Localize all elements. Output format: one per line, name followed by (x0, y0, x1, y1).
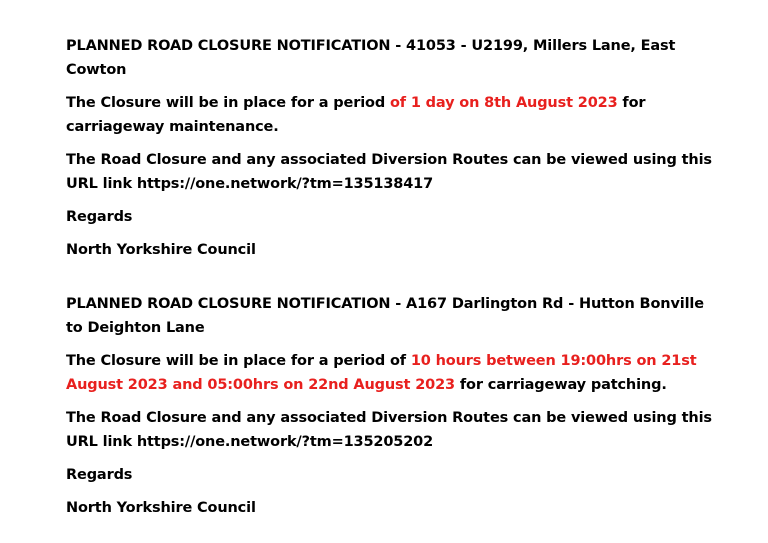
period-suffix: for carriageway maintenance. (66, 95, 646, 135)
regards: Regards (66, 467, 133, 483)
notice-1 (66, 34, 716, 262)
signature: North Yorkshire Council (66, 500, 256, 516)
period-highlight: of 1 day on 8th August 2023 (389, 95, 618, 111)
period-prefix: The Closure will be in place for a period of (66, 353, 411, 369)
period-highlight: 10 hours between 19:00hrs on 21st August 2023 and 05:00hrs on 22nd August 2023 (66, 353, 697, 393)
closure-period (66, 349, 716, 397)
period-prefix: The Closure will be in place for a period (66, 95, 390, 111)
notice-title: PLANNED ROAD CLOSURE NOTIFICATION - 41053 - U2199, Millers Lane, East Cowton (66, 38, 676, 78)
signature: North Yorkshire Council (66, 242, 256, 258)
diversion-url-text: The Road Closure and any associated Diversion Routes can be viewed using this URL link https://one.network/?tm=135205202 (66, 410, 712, 450)
notice-title: PLANNED ROAD CLOSURE NOTIFICATION - A167 Darlington Rd - Hutton Bonville to Deighton Lane (66, 296, 704, 336)
period-suffix: for carriageway patching. (454, 377, 667, 393)
notice-2 (66, 292, 716, 520)
document-body (66, 34, 716, 529)
diversion-url-text: The Road Closure and any associated Diversion Routes can be viewed using this URL link https://one.network/?tm=135138417 (66, 152, 712, 192)
regards: Regards (66, 209, 133, 225)
closure-period (66, 91, 716, 139)
